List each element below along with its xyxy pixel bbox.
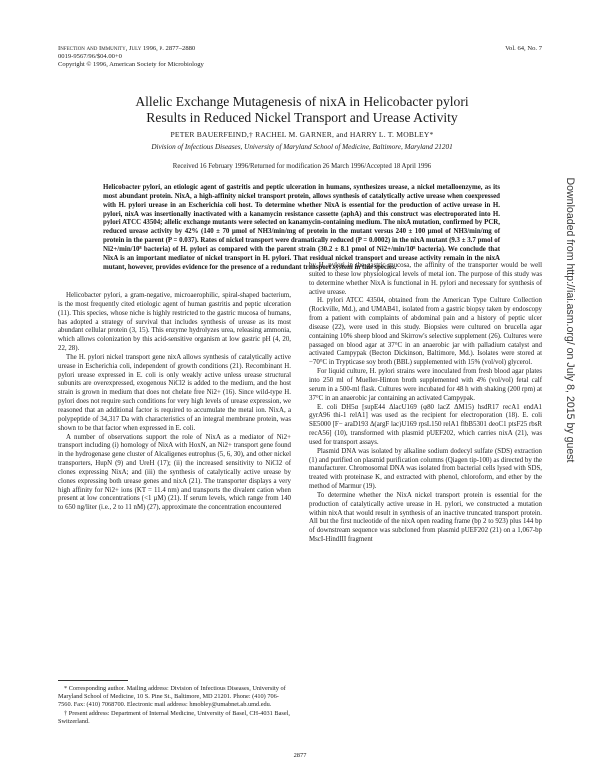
journal-line: Infection and Immunity, July 1996, p. 2877–2880: [58, 45, 196, 52]
body-paragraph: To determine whether the NixA nickel transport protein is essential for the production of catalytically active urease in H. pylori, we constructed a mutation within nixA that would result in synthesis of an inactive truncated transport protein. All but the first nucleotide of the nixA open reading frame (bp 2 to 923) plus 144 bp of downstream sequence was subcloned from plasmid pUEF202 (21) on a 1,067-bp MscI-HindIII fragment: [309, 491, 542, 544]
body-paragraph: A number of observations support the role of NixA as a mediator of Ni2+ transport including (i) homology of NixA with HoxN, an Ni2+ transport gene found in the hydrogenase gene cluster of Alcaligenes eutrophus (5, 6, 30), and other nickel transporters, HupN (9) and UreH (17); (ii) the increased sensitivity to NiCl2 of clones expressing NixA; and (iii) the synthesis of catalytically active urease by clones expressing both urease genes and nixA (21). The transporter displays a very high affinity for Ni2+ ions (KT = 11.4 nm) and transports the divalent cation when present at low concentrations (<1 µM) (21). If serum levels, which range from 140 to 650 ng/liter (i.e., 2 to 11 nM) (27), approximate the concentration encountered: [58, 433, 291, 512]
body-paragraph: H. pylori ATCC 43504, obtained from the American Type Culture Collection (Rockville, Md.), and UMAB41, isolated from a gastric biopsy taken by endoscopy from a patient with complaints of abdominal pain and a history of peptic ulcer disease (22), were used in this study. Biopsies were cultured on brucella agar containing 10% sheep blood and Skirrow's selective supplement (26). Cultures were passaged on blood agar at 37°C in an anaerobic jar with palladium catalyst and activated Campypak (Becton Dickinson, Baltimore, Md.). Isolates were stored at −70°C in Trypticase soy broth (BBL) supplemented with 15% (vol/vol) glycerol.: [309, 297, 542, 367]
issn-line: 0019-9567/96/$04.00+0: [58, 53, 122, 61]
download-watermark-text: Downloaded from http://iai.asm.org/ on July 8, 2015 by guest: [564, 177, 576, 463]
title-line-2: Results in Reduced Nickel Transport and Urease Activity: [146, 109, 458, 125]
corresponding-author-note: * Corresponding author. Mailing address: Division of Infectious Diseases, University of Maryland School of Medicine, 10 S. Pine St., Baltimore, MD 21201. Phone: (410) 706-7560. Fax: (410) 7068700. Electronic mail address: hmobley@umabnet.ab.umd.edu.: [58, 685, 286, 708]
page-number: 2877: [293, 752, 307, 759]
abstract: Helicobacter pylori, an etiologic agent of gastritis and peptic ulceration in humans, synthesizes urease, a nickel metalloenzyme, as its most abundant protein. NixA, a high-affinity nickel transport protein, allows synthesis of catalytically active urease when coexpressed with H. pylori urease in an Escherichia coli host. To determine whether NixA is essential for the production of active urease in H. pylori, nixA was insertionally inactivated with a kanamycin resistance cassette (aphA) and this construct was electroporated into H. pylori ATCC 43504; allelic exchange mutants were selected on kanamycin-containing medium. The nixA mutation, confirmed by PCR, reduced urease activity by 42% (140 ± 70 µmol of NH3/min/mg of protein in the mutant versus 240 ± 100 µmol of NH3/min/mg of protein in the parent (P = 0.037). Rates of nickel transport were dramatically reduced (P = 0.0002) in the nixA mutant (9.3 ± 3.7 pmol of Ni2+/min/10⁸ bacteria) of H. pylori as compared with the parent strain (30.2 ± 8.1 pmol of Ni2+/min/10⁸ bacteria). We conclude that NixA is an important mediator of nickel transport in H. pylori. That residual nickel transport and urease activity remain in the nixA mutant, however, provides evidence for the presence of a redundant transport system in this species.: [103, 184, 500, 271]
running-header: [58, 45, 204, 70]
footnote-divider: [58, 680, 128, 681]
body-paragraph: E. coli DH5α [supE44 ΔlacU169 (φ80 lacZ ΔM15) hsdR17 recA1 endA1 gyrA96 thi-1 relA1] was used as the recipient for electroporation (18). E. coli SE5000 [F− araD193 Δ(argF lac)U169 rpsL150 relA1 flbB5301 deoC1 ptsF25 rbsR recA56] (10), transformed with plasmid pUEF202, which carries nixA (21), was used for transport assays.: [309, 403, 542, 446]
body-paragraph: Helicobacter pylori, a gram-negative, microaerophilic, spiral-shaped bacterium, is the most frequently cited etiologic agent of human gastritis and peptic ulceration (11). This species, whose niche is highly restricted to the gastric mucosa of humans, has adopted a strategy of survival that includes synthesis of urease as its most abundant cellular protein (3, 15). This enzyme hydrolyzes urea, releasing ammonia, which allows colonization by this acid-sensitive organism at low gastric pH (4, 20, 22, 28).: [58, 292, 291, 353]
left-column: [58, 292, 291, 513]
right-column: [309, 262, 542, 545]
received-dates: Received 16 February 1996/Returned for modification 26 March 1996/Accepted 18 April 1996: [172, 163, 432, 170]
footnotes: [58, 685, 291, 727]
body-paragraph: Plasmid DNA was isolated by alkaline sodium dodecyl sulfate (SDS) extraction (1) and purified on plasmid purification columns (Qiagen tip-100) as directed by the manufacturer. Chromosomal DNA was isolated from bacterial cells lysed with SDS, treated with proteinase K, and extracted with phenol, chloroform, and ether by the method of Marmur (19).: [309, 447, 542, 491]
body-paragraph: The H. pylori nickel transport gene nixA allows synthesis of catalytically active urease in Escherichia coli, independent of growth conditions (21). Recombinant H. pylori urease expressed in E. coli is only weakly active unless urease structural subunits are overexpressed, exogenous NiCl2 is added to the medium, and the host strain is grown in medium that does not chelate free Ni2+ (16). Since wild-type H. pylori does not require such conditions for very high levels of urease expression, we reasoned that an additional factor is required to accumulate the metal ion. NixA, a polypeptide of 34,317 Da with characteristics of an integral membrane protein, was shown to be that factor when expressed in E. coli.: [58, 353, 291, 432]
volume-label: Vol. 64, No. 7: [505, 45, 542, 52]
author-list: PETER BAUERFEIND,† RACHEL M. GARNER, and HARRY L. T. MOBLEY*: [170, 130, 434, 139]
present-address-note: † Present address: Department of Internal Medicine, University of Basel, CH-4031 Basel, Switzerland.: [58, 709, 290, 725]
body-paragraph: For liquid culture, H. pylori strains were inoculated from fresh blood agar plates into 250 ml of Mueller-Hinton broth supplemented with 4% (vol/vol) fetal calf serum in a 500-ml flask. Cultures were incubated for 48 h with shaking (200 rpm) at 37°C in an anaerobic jar containing an activated Campypak.: [309, 368, 542, 402]
affiliation: Division of Infectious Diseases, University of Maryland School of Medicine, Baltimore, Maryland 21201: [151, 143, 453, 151]
article-title: [60, 94, 544, 125]
body-paragraph: by H. pylori in the gastric mucosa, the affinity of the transporter would be well suited to these low physiological levels of metal ion. The purpose of this study was to determine whether NixA is functional in H. pylori and necessary for synthesis of active urease.: [309, 262, 542, 296]
title-line-1: Allelic Exchange Mutagenesis of nixA in Helicobacter pylori: [135, 94, 469, 109]
copyright-line: Copyright © 1996, American Society for Microbiology: [58, 61, 204, 69]
download-watermark: [555, 60, 585, 580]
